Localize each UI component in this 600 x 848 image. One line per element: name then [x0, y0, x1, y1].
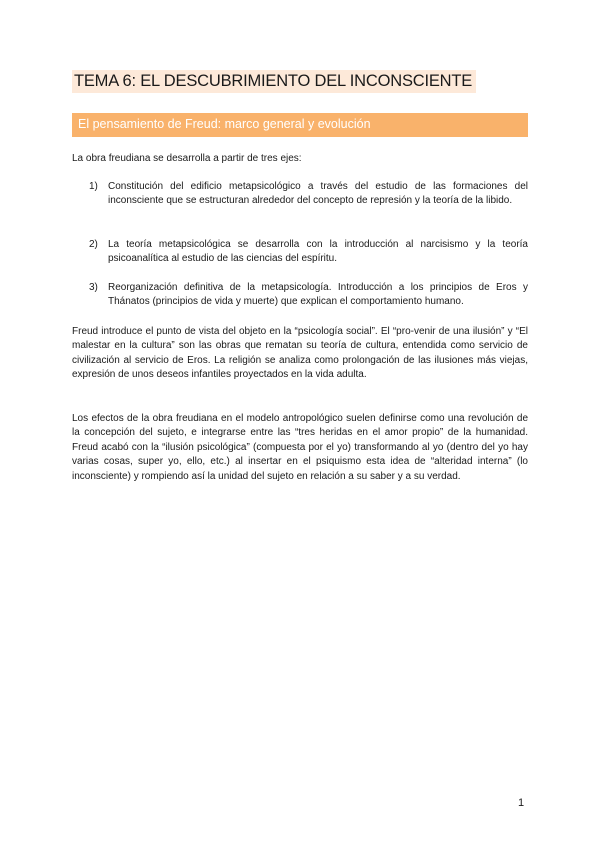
document-title: TEMA 6: EL DESCUBRIMIENTO DEL INCONSCIENTE: [72, 70, 476, 93]
list-item-text: Constitución del edificio metapsicológico a través del estudio de las formaciones del inconsciente que se estructuran alrededor del concepto de represión y la teoría de la libido.: [108, 181, 528, 207]
list-item-text: La teoría metapsicológica se desarrolla con la introducción al narcisismo y la teoría psicoanalítica al estudio de las ciencias del espíritu.: [108, 239, 528, 265]
list-item-1: [89, 180, 528, 209]
list-item-text: Reorganización definitiva de la metapsicología. Introducción a los principios de Eros y Thánatos (principios de vida y muerte) que explican el comportamiento humano.: [108, 282, 528, 308]
page-number: 1: [518, 797, 525, 809]
body-paragraph-1: Freud introduce el punto de vista del objeto en la “psicología social”. El “pro-venir de una ilusión” y “El malestar en la cultura” son las obras que rematan su teoría de cultura, entendida como servicio de civilización al servicio de Eros. La religión se analiza como prolongación de las ilusiones más viejas, expresión de unos deseos infantiles proyectados en la vida adulta.: [72, 326, 528, 381]
list-item-number: 2): [89, 239, 98, 250]
list-item-number: 3): [89, 282, 98, 293]
body-paragraph-2: Los efectos de la obra freudiana en el modelo antropológico suelen definirse como una revolución de la concepción del sujeto, e integrarse entre las “tres heridas en el amor propio” de la humanidad. Freud acabó con la “ilusión psicológica” (compuesta por el yo) transformando al yo (dentro del yo hay varias cosas, super yo, ello, etc.) al insertar en el psiquismo esta idea de “alteridad interna” (lo inconsciente) y rompiendo así la unidad del sujeto en relación a su saber y a su verdad.: [72, 413, 528, 482]
list-item-number: 1): [89, 181, 98, 192]
intro-text: La obra freudiana se desarrolla a partir de tres ejes:: [72, 153, 302, 164]
section-heading: El pensamiento de Freud: marco general y evolución: [72, 113, 528, 137]
list-item-3: [89, 281, 528, 310]
list-item-2: [89, 238, 528, 267]
